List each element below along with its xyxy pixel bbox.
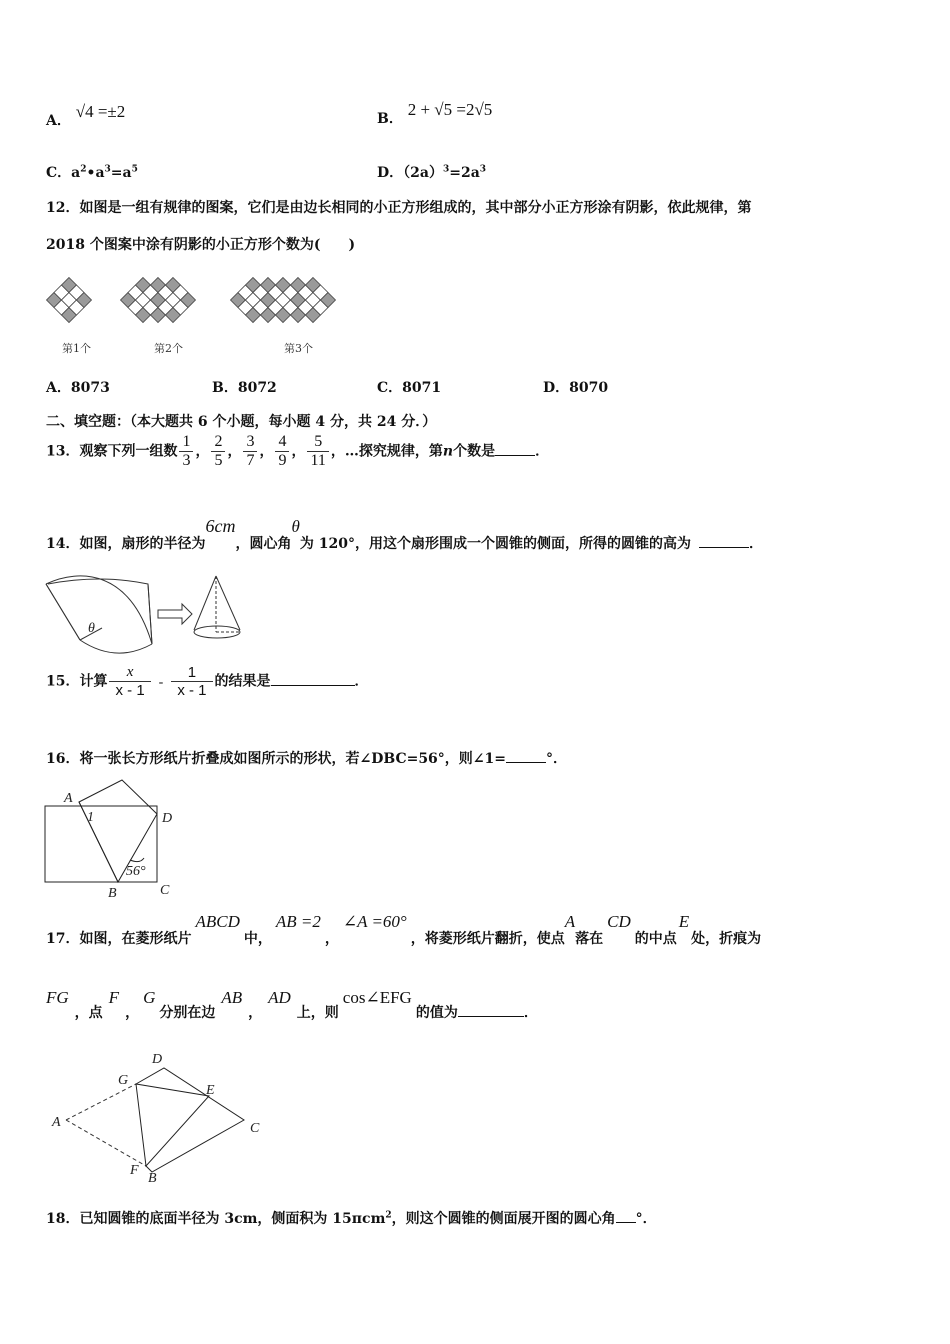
label-b: B — [108, 886, 117, 901]
q11-option-c: C．$a^2•a^3=a^5$ — [46, 164, 138, 181]
label-f: F — [130, 1163, 139, 1178]
q14-answer-blank[interactable] — [699, 535, 749, 548]
q11-option-b-expr: 2 + √5 =2√5 — [407, 100, 493, 119]
pattern-caption-2: 第2个 — [154, 342, 183, 355]
right-arrow-icon — [158, 604, 192, 624]
pattern-caption-3: 第3个 — [284, 342, 313, 355]
label-e: E — [206, 1083, 215, 1098]
q11-option-a-expr: √4 =±2 — [75, 102, 126, 121]
q15-fraction-2: $\frac{1}{x - 1}$ — [171, 664, 212, 699]
q13-fraction-4: $\frac{4}{9}$ — [275, 433, 289, 470]
q12-option-c: C．8071 — [377, 380, 442, 396]
q13-fraction-3: $\frac{3}{7}$ — [243, 433, 257, 470]
q12-pattern-figure — [44, 268, 374, 360]
q13-fraction-5: $\frac{5}{11}$ — [307, 433, 328, 470]
label-b: B — [148, 1171, 157, 1186]
label-a: A — [64, 791, 73, 806]
cone-sides — [194, 576, 240, 630]
q17-line2: FG，点F，G分别在边AB，AD上，则cos∠EFG的值为 ． — [46, 988, 538, 1021]
q17-line1: 17．如图，在菱形纸片ABCD中，AB =2，∠A =60°，将菱形纸片翻折，使点A落在CD的中点E处，折痕为 — [46, 912, 762, 947]
q17-rhombus-figure — [44, 1048, 274, 1186]
diamond-patterns — [47, 278, 336, 323]
q12-line2: 2018 个图案中涂有阴影的小正方形个数为( ) — [46, 237, 356, 253]
q16-answer-blank[interactable] — [506, 750, 546, 763]
sector-top-arc — [48, 579, 152, 644]
label-d: D — [152, 1052, 163, 1067]
section-2-heading: 二、填空题：（本大题共 6 个小题，每小题 4 分，共 24 分．） — [46, 414, 437, 430]
q11-option-a: A． √4 =±2 — [46, 102, 126, 129]
q13: 13．观察下列一组数 $\frac{1}{3}$ ， $\frac{2}{5}$ ， $\frac{3}{7}$ ， $\frac{4}{9}$ ， $\frac{5}{11}$ ，…探究规律，第n个数是 ． — [46, 433, 550, 469]
q13-fraction-1: $\frac{1}{3}$ — [179, 433, 193, 470]
pattern-caption-1: 第1个 — [62, 342, 91, 355]
q11-option-b: B． 2 + √5 =2√5 — [377, 100, 493, 127]
q14: 14．如图，扇形的半径为6cm，圆心角θ为 120°，用这个扇形围成一个圆锥的侧面，所得的圆锥的高为 ． — [46, 516, 763, 552]
fold-dashed-lines — [66, 1084, 146, 1166]
q13-answer-blank[interactable] — [495, 443, 535, 456]
label-g: G — [118, 1073, 129, 1088]
q11-option-d: D．$(2a)^3=2a^3$ — [377, 164, 487, 181]
q16-folded-rectangle-figure — [40, 778, 190, 902]
label-a: A — [52, 1115, 61, 1130]
q14-sector-cone-figure — [40, 572, 260, 656]
label-d: D — [162, 811, 173, 826]
q18: 18．已知圆锥的底面半径为 3cm，侧面积为 15πcm$^2$，则这个圆锥的侧面展开图的圆心角 °． — [46, 1210, 657, 1227]
q17-answer-blank[interactable] — [458, 1004, 524, 1017]
q15-fraction-1: $\frac{x}{x - 1}$ — [109, 664, 150, 699]
q12-line1: 12．如图是一组有规律的图案，它们是由边长相同的小正方形组成的，其中部分小正方形涂有阴影，依此规律，第 — [46, 200, 752, 216]
q13-fraction-2: $\frac{2}{5}$ — [211, 433, 225, 470]
q12-option-d: D．8070 — [543, 380, 609, 396]
q15: 15．计算 $\frac{x}{x - 1}$ - $\frac{1}{x - 1}$ 的结果是 ． — [46, 664, 369, 699]
q12-option-a: A．8073 — [46, 380, 110, 396]
q18-answer-blank[interactable] — [616, 1210, 636, 1223]
label-angle-1: 1 — [87, 810, 94, 825]
q15-answer-blank[interactable] — [271, 673, 355, 686]
q12-option-b: B．8072 — [212, 380, 277, 396]
theta-label: θ — [88, 621, 95, 636]
label-56-degrees: 56° — [126, 864, 146, 879]
label-c: C — [250, 1121, 260, 1136]
q16: 16．将一张长方形纸片折叠成如图所示的形状，若∠DBC=56°，则∠1= °． — [46, 751, 568, 767]
label-c: C — [160, 883, 170, 898]
